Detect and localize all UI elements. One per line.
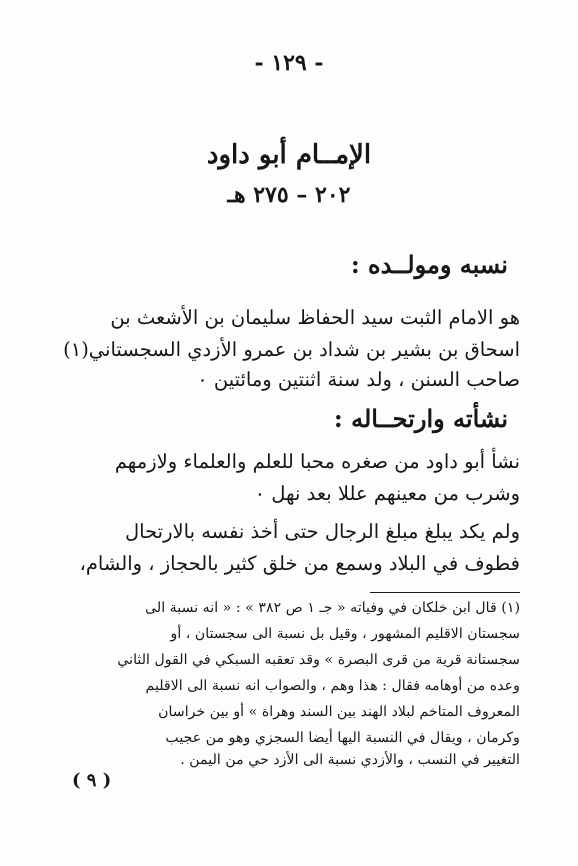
folio-number: ( ٩ ) (72, 770, 112, 791)
section-heading-upbringing: نشأته وارتحــاله : (333, 404, 508, 433)
body-line: ولم يكد يبلغ مبلغ الرجال حتى أخذ نفسه بالارتحال (124, 520, 520, 543)
footnote-line: وعده من أوهامه فقال : هذا وهم ، والصواب انه نسبة الى الاقليم (145, 678, 520, 694)
footnote-line: (١) قال ابن خلكان في وفياته « جـ ١ ص ٣٨٢ » : « انه نسبة الى (145, 600, 520, 616)
footnote-line: المعروف المتاخم لبلاد الهند بين السند وهراة » أو بين خراسان (158, 704, 520, 720)
body-line: هو الامام الثبت سيد الحفاظ سليمان بن الأشعث بن (110, 306, 520, 329)
title-years: ٢٠٢ – ٢٧٥ هـ (227, 182, 351, 208)
body-line: نشأ أبو داود من صغره محبا للعلم والعلماء ولازمهم (114, 450, 520, 473)
footnote-line: وكرمان ، ويقال في النسبة اليها أيضا السجزي وهو من عجيب (165, 730, 520, 746)
footnote-separator (370, 592, 520, 593)
body-line: وشرب من معينهم عللا بعد نهل ٠ (254, 482, 520, 505)
footnote-line: سجستان الاقليم المشهور ، وقيل بل نسبة الى سجستان ، أو (170, 626, 520, 642)
footnote-line: سجستانة قرية من قرى البصرة » وقد تعقبه السبكي في القول الثاني (117, 652, 520, 668)
section-heading-lineage: نسبه ومولــده : (350, 250, 508, 279)
body-line: صاحب السنن ، ولد سنة اثنتين ومائتين ٠ (197, 368, 520, 391)
body-line: اسحاق بن بشير بن شداد بن عمرو الأزدي السجستاني(١) (63, 338, 520, 361)
page-title: الإمــام أبو داود (206, 140, 372, 170)
body-line: فطوف في البلاد وسمع من خلق كثير بالحجاز ، والشام، (79, 552, 520, 575)
page-number: - ١٢٩ - (254, 50, 324, 76)
footnote-line: التغيير في النسب ، والأزدي نسبة الى الأزد حي من اليمن . (180, 752, 520, 768)
